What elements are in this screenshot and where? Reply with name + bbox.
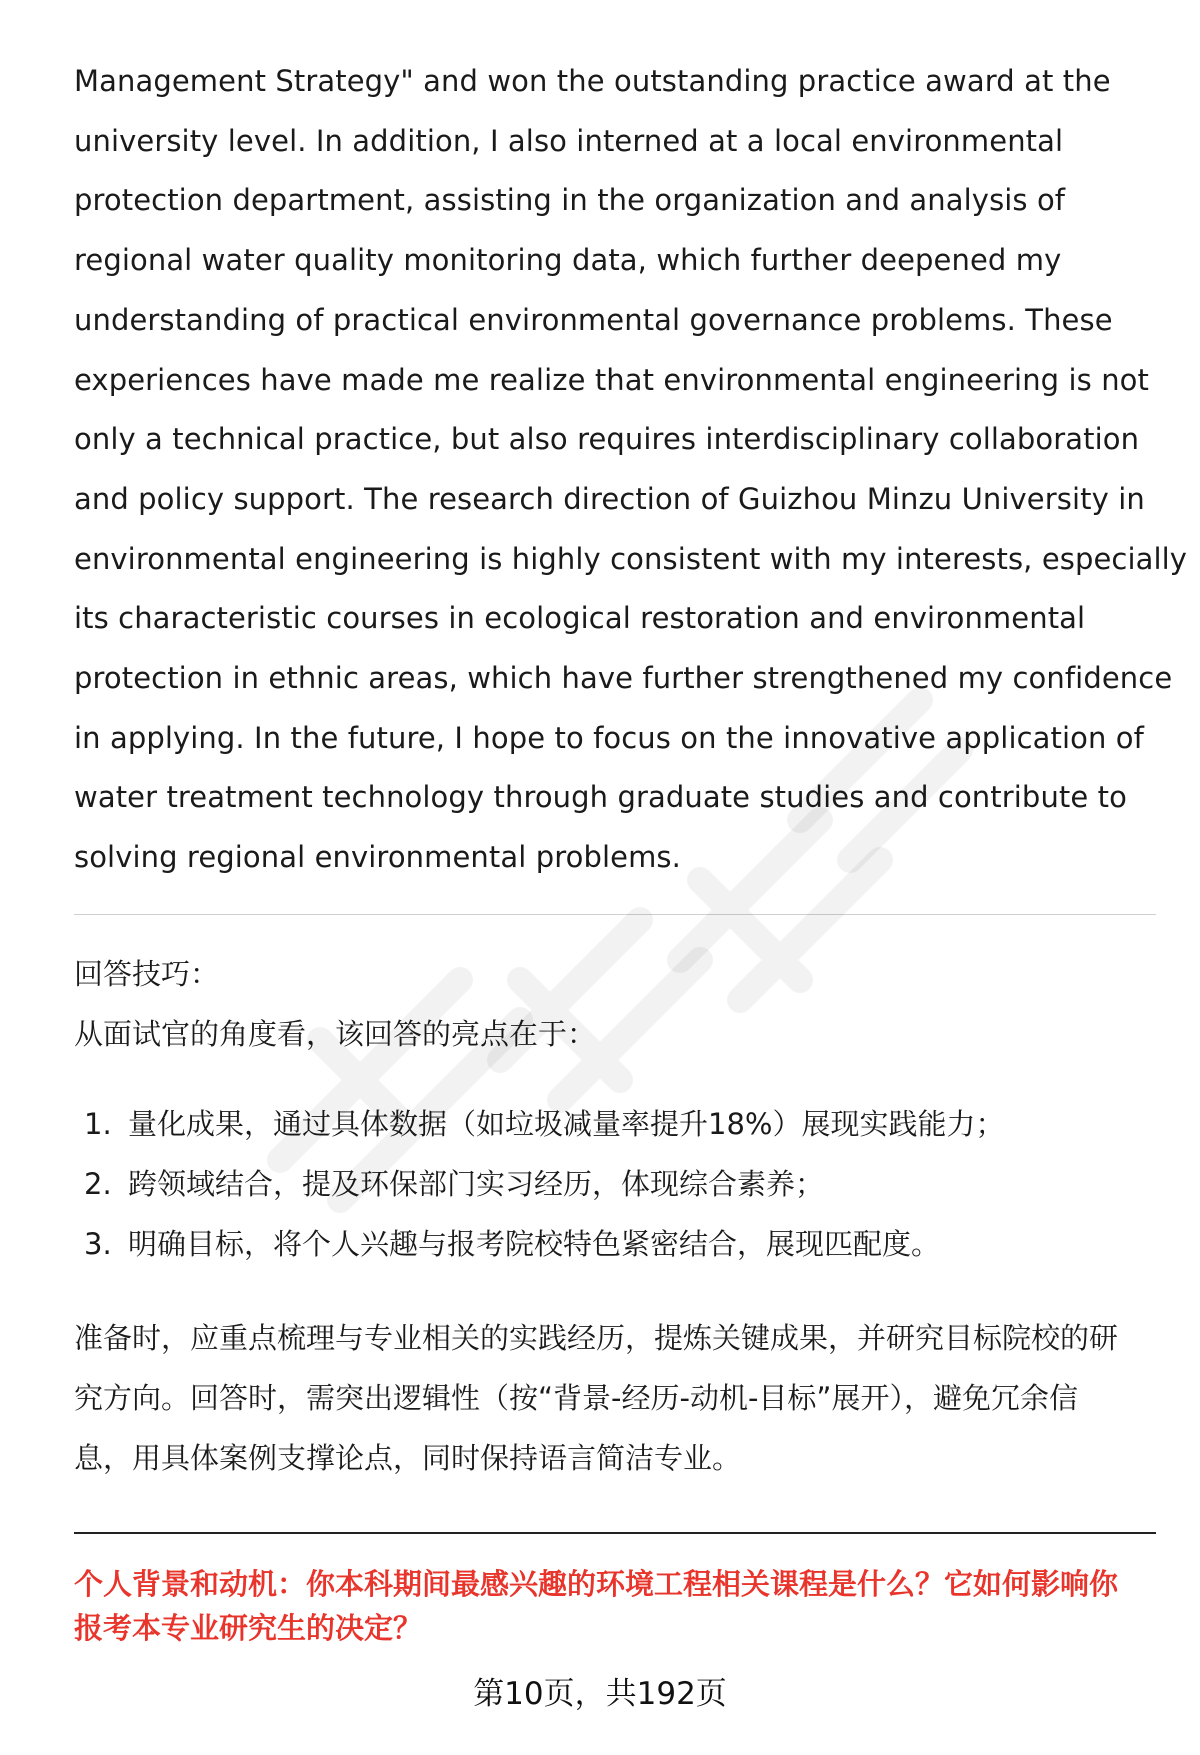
list-item: [74, 1224, 1004, 1284]
page-number: 第10页，共192页: [473, 1676, 727, 1712]
list-text: 跨领域结合，提及环保部门实习经历，体现综合素养；: [128, 1167, 825, 1201]
essay-line: protection in ethnic areas, which have further strengthened my confidence: [74, 661, 1173, 696]
essay-line: and policy support. The research direction of Guizhou Minzu University in: [74, 481, 1145, 516]
advice-line: 准备时，应重点梳理与专业相关的实践经历，提炼关键成果，并研究目标院校的研: [74, 1321, 1119, 1355]
essay-line: understanding of practical environmental governance problems. These: [74, 302, 1113, 337]
list-text: 量化成果，通过具体数据（如垃圾减量率提升18%）展现实践能力；: [128, 1107, 1005, 1141]
list-item: [74, 1104, 1004, 1164]
essay-line: solving regional environmental problems.: [74, 840, 681, 875]
list-text: 明确目标，将个人兴趣与报考院校特色紧密结合，展现匹配度。: [128, 1227, 941, 1261]
essay-line: water treatment technology through graduate studies and contribute to: [74, 780, 1127, 815]
essay-line: only a technical practice, but also requires interdisciplinary collaboration: [74, 422, 1140, 457]
list-number: 1.: [84, 1107, 112, 1141]
list-item: [74, 1164, 1004, 1224]
question-line: 报考本专业研究生的决定？: [74, 1611, 423, 1645]
essay-line: environmental engineering is highly consistent with my interests, especially: [74, 541, 1188, 576]
essay-line: experiences have made me realize that environmental engineering is not: [74, 362, 1149, 397]
answer-essay: [74, 52, 1188, 888]
advice-line: 究方向。回答时，需突出逻辑性（按“背景-经历-动机-目标”展开），避免冗余信: [74, 1381, 1078, 1415]
essay-line: its characteristic courses in ecological restoration and environmental: [74, 601, 1086, 636]
tips-list: [74, 1104, 1004, 1284]
tips-heading: 回答技巧：: [74, 957, 220, 991]
question-divider: [74, 1532, 1156, 1534]
list-number: 2.: [84, 1167, 112, 1201]
essay-line: in applying. In the future, I hope to focus on the innovative application of: [74, 720, 1144, 755]
essay-line: Management Strategy" and won the outstanding practice award at the: [74, 64, 1111, 98]
preparation-advice: [74, 1308, 1156, 1488]
essay-line: regional water quality monitoring data, which further deepened my: [74, 243, 1062, 278]
question-line: 个人背景和动机：你本科期间最感兴趣的环境工程相关课程是什么？它如何影响你: [74, 1567, 1119, 1601]
essay-line: university level. In addition, I also interned at a local environmental: [74, 123, 1064, 158]
advice-line: 息，用具体案例支撑论点，同时保持语言简洁专业。: [74, 1441, 742, 1475]
essay-line: protection department, assisting in the organization and analysis of: [74, 183, 1066, 218]
next-question: [74, 1562, 1156, 1650]
list-number: 3.: [84, 1227, 112, 1261]
section-divider: [74, 914, 1156, 915]
tips-intro: 从面试官的角度看，该回答的亮点在于：: [74, 1017, 597, 1051]
